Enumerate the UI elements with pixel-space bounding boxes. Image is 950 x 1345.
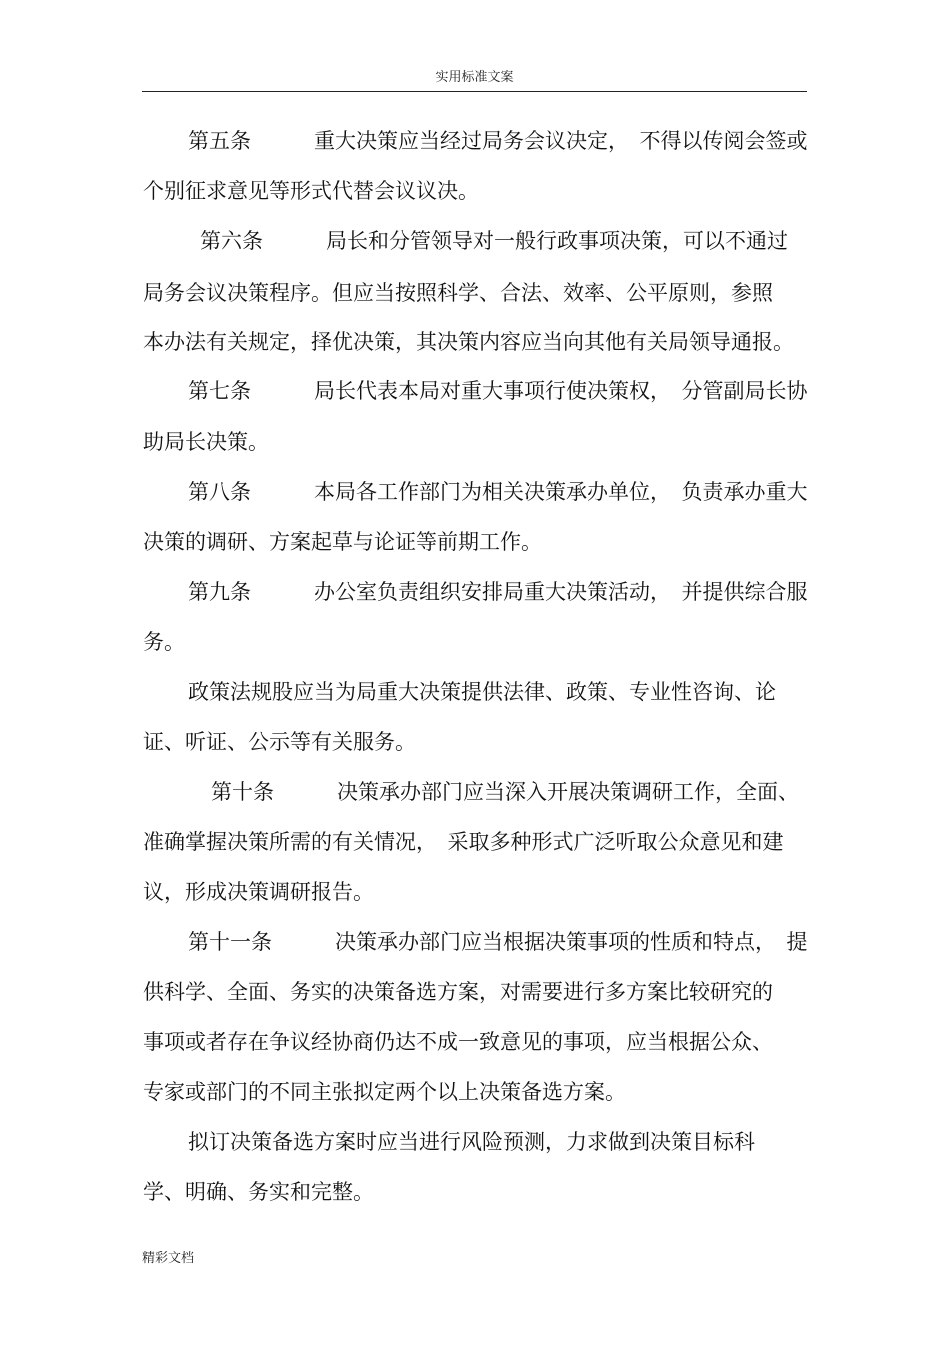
- text-line: 专家或部门的不同主张拟定两个以上决策备选方案。: [143, 1080, 626, 1104]
- text-line: 个别征求意见等形式代替会议议决。: [143, 179, 479, 203]
- text-line: 局务会议决策程序。但应当按照科学、合法、效率、公平原则，参照: [143, 281, 773, 305]
- text-line: 第十一条 决策承办部门应当根据决策事项的性质和特点， 提: [188, 930, 808, 954]
- text-line: 第十条 决策承办部门应当深入开展决策调研工作，全面、: [211, 780, 799, 804]
- text-line: 学、明确、务实和完整。: [143, 1180, 374, 1204]
- text-line: 事项或者存在争议经协商仍达不成一致意见的事项，应当根据公众、: [143, 1030, 773, 1054]
- text-line: 议，形成决策调研报告。: [143, 880, 374, 904]
- text-line: 第八条 本局各工作部门为相关决策承办单位， 负责承办重大: [188, 480, 808, 504]
- text-line: 政策法规股应当为局重大决策提供法律、政策、专业性咨询、论: [188, 680, 776, 704]
- text-line: 第五条 重大决策应当经过局务会议决定， 不得以传阅会签或: [188, 129, 808, 153]
- text-line: 本办法有关规定，择优决策，其决策内容应当向其他有关局领导通报。: [143, 330, 794, 354]
- text-line: 决策的调研、方案起草与论证等前期工作。: [143, 530, 542, 554]
- text-line: 务。: [143, 630, 185, 654]
- text-line: 证、听证、公示等有关服务。: [143, 730, 416, 754]
- text-line: 第六条 局长和分管领导对一般行政事项决策，可以不通过: [200, 229, 788, 253]
- page-footer: 精彩文档: [142, 1251, 195, 1266]
- text-line: 助局长决策。: [143, 430, 269, 454]
- text-line: 供科学、全面、务实的决策备选方案，对需要进行多方案比较研究的: [143, 980, 773, 1004]
- page-header: 实用标准文案: [435, 70, 514, 85]
- text-line: 第七条 局长代表本局对重大事项行使决策权， 分管副局长协: [188, 379, 808, 403]
- text-line: 拟订决策备选方案时应当进行风险预测，力求做到决策目标科: [188, 1130, 755, 1154]
- text-line: 第九条 办公室负责组织安排局重大决策活动， 并提供综合服: [188, 580, 808, 604]
- text-line: 准确掌握决策所需的有关情况， 采取多种形式广泛听取公众意见和建: [143, 830, 784, 854]
- header-divider: [142, 91, 807, 92]
